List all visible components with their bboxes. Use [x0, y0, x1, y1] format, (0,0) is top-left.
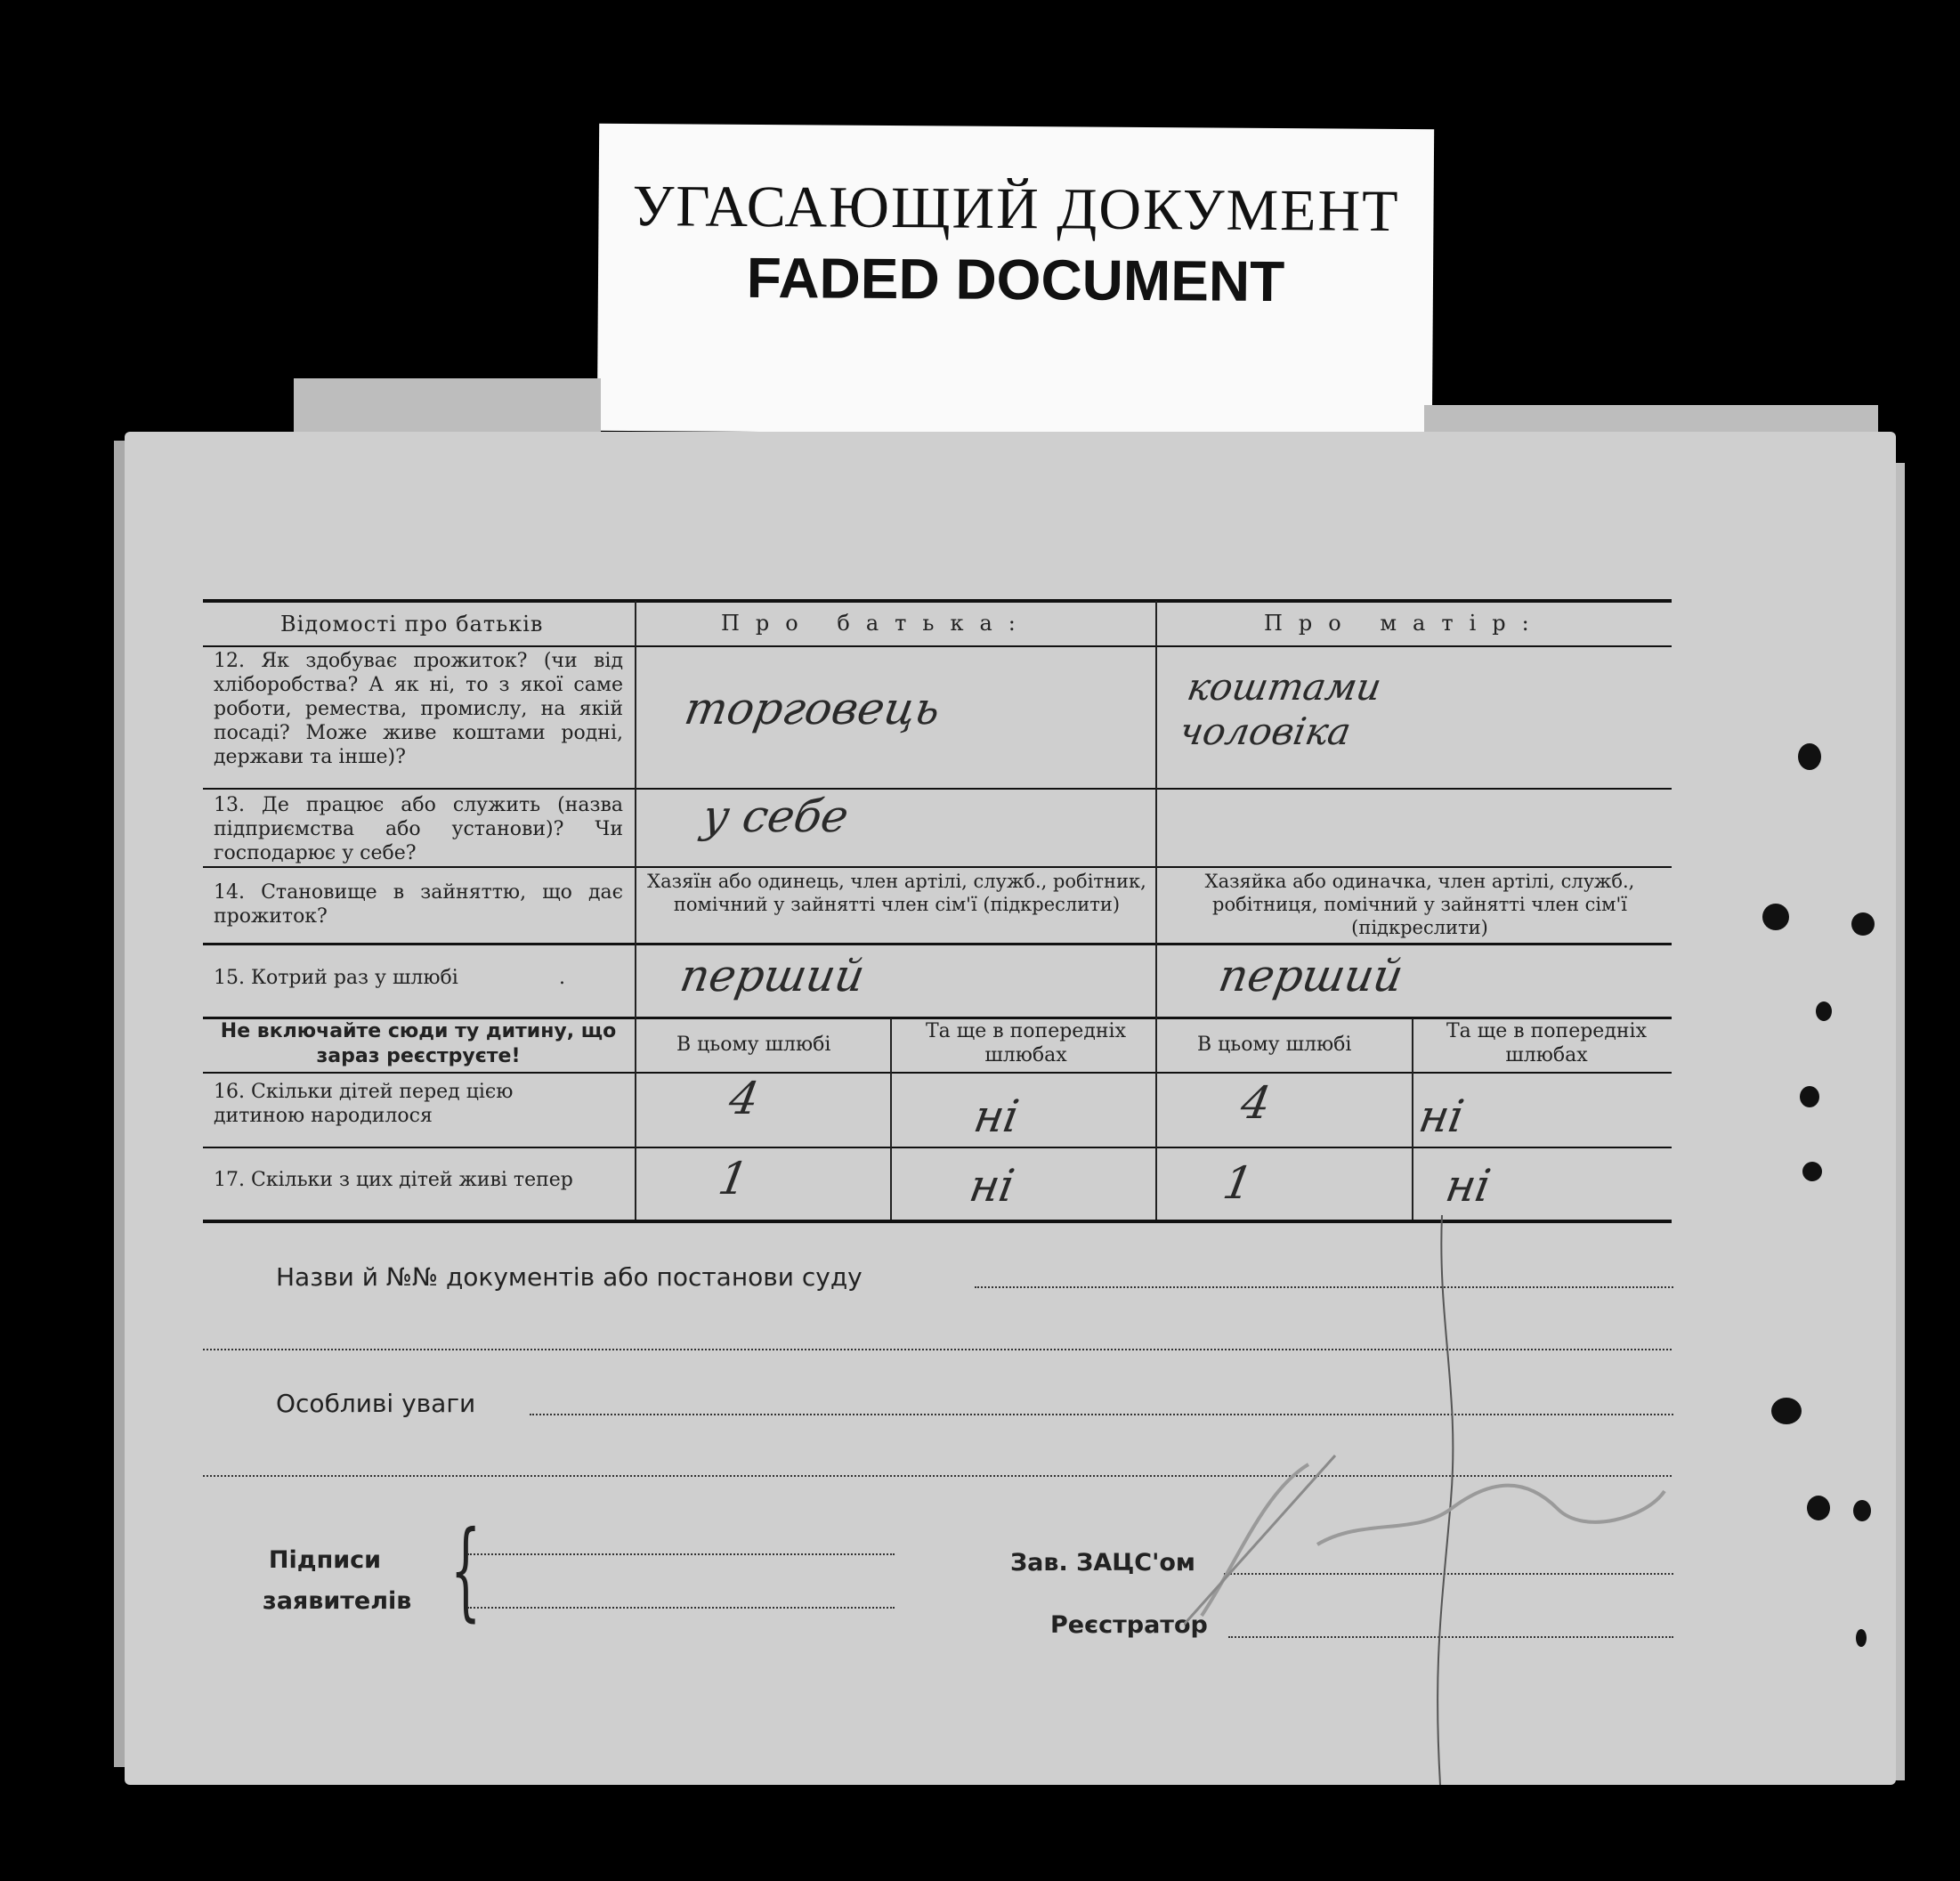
col-divider-mother-prev	[1412, 1018, 1413, 1220]
punch-hole	[1856, 1629, 1867, 1647]
q12-mother-answer: коштами чоловіка	[1176, 665, 1385, 753]
punch-hole	[1853, 1500, 1871, 1521]
document-sheet	[125, 432, 1896, 1785]
q14-text: 14. Становище в зайняттю, що дає прожиток?	[214, 881, 623, 928]
punch-hole	[1851, 912, 1875, 936]
q13-text: 13. Де працює або служить (назва підприємства або установи)? Чи господарює у себе?	[214, 794, 623, 864]
rule-q13-bottom	[203, 866, 1672, 868]
rule-q12-bottom	[203, 788, 1672, 790]
label-english: FADED DOCUMENT	[746, 245, 1285, 314]
rule-q14-bottom	[203, 943, 1672, 945]
remarks-label: Особливі уваги	[276, 1389, 476, 1418]
q16-mother-prev: ні	[1414, 1090, 1469, 1142]
signature-line-1	[467, 1553, 895, 1555]
mother-this-marriage-header: В цьому шлюбі	[1197, 1034, 1352, 1056]
remarks-line-1	[530, 1414, 1673, 1415]
applicants-signatures-label: Підписи заявителів	[263, 1546, 412, 1615]
q17-mother-prev: ні	[1441, 1160, 1495, 1212]
zags-head-label: Зав. ЗАЦС'ом	[1010, 1549, 1195, 1577]
father-prev-marriages-header: Та ще в попередніх шлюбах	[926, 1020, 1126, 1066]
punch-hole	[1762, 904, 1789, 930]
q16-father-prev: ні	[969, 1090, 1024, 1142]
q15-mother-answer: перший	[1214, 950, 1407, 1001]
q13-father-answer: у себе	[698, 791, 853, 842]
rule-header-bottom	[203, 645, 1672, 647]
documents-line-1	[975, 1286, 1673, 1288]
table-top-rule	[203, 599, 1672, 603]
signature-line-2	[467, 1607, 895, 1609]
col-divider-father-prev	[890, 1018, 892, 1220]
punch-hole	[1816, 1001, 1832, 1021]
mother-prev-marriages-header: Та ще в попередніх шлюбах	[1446, 1020, 1647, 1066]
punch-hole	[1807, 1496, 1830, 1520]
documents-label: Назви й №№ документів або постанови суду	[276, 1262, 863, 1292]
q17-father-this: 1	[714, 1153, 752, 1204]
faded-document-label	[597, 124, 1434, 437]
father-this-marriage-header: В цьому шлюбі	[676, 1034, 831, 1056]
header-father: Про батька:	[721, 611, 1032, 636]
q12-text: 12. Як здобуває прожиток? (чи від хліборобства? А як ні, то з якої саме роботи, ремества, промислу, на якій посаді? Може живе коштами родні, держави та інше)?	[214, 650, 623, 768]
q17-text: 17. Скільки з цих дітей живі тепер	[214, 1169, 573, 1191]
registrar-label: Реєстратор	[1050, 1611, 1208, 1639]
label-russian: УГАСАЮЩИЙ ДОКУМЕНТ	[632, 173, 1400, 245]
faint-signature	[1184, 1438, 1682, 1634]
header-mother: Про матір:	[1264, 611, 1545, 636]
rule-q16-bottom	[203, 1147, 1672, 1148]
children-note: Не включайте сюди ту дитину, що зараз реєструєте!	[220, 1020, 617, 1067]
q15-dot: .	[559, 967, 565, 989]
punch-hole	[1798, 743, 1821, 770]
q17-mother-this: 1	[1219, 1157, 1257, 1209]
q16-text: 16. Скільки дітей перед цією дитиною народилося	[214, 1081, 514, 1127]
q16-mother-this: 4	[1236, 1077, 1275, 1129]
punch-hole	[1802, 1162, 1822, 1181]
col-divider-1	[635, 601, 636, 1220]
q14-father-options: Хазяїн або одинець, член артілі, служб., робітник, помічний у зайнятті член сім'ї (підкреслити)	[647, 871, 1146, 915]
punch-hole	[1800, 1086, 1819, 1107]
q16-father-this: 4	[725, 1073, 763, 1124]
q17-father-prev: ні	[965, 1160, 1019, 1212]
q15-father-answer: перший	[676, 950, 869, 1001]
col-divider-2	[1155, 601, 1157, 1220]
rule-subheader-bottom	[203, 1072, 1672, 1074]
q15-text: 15. Котрий раз у шлюбі	[214, 967, 458, 989]
q12-father-answer: торговець	[680, 683, 944, 734]
q14-mother-options: Хазяйка або одиначка, член артілі, служб., робітниця, помічний у зайнятті член сім'ї (підкреслити)	[1204, 871, 1635, 938]
header-info: Відомості про батьків	[280, 612, 544, 636]
signature-brace: {	[450, 1509, 482, 1633]
punch-hole	[1771, 1398, 1802, 1424]
